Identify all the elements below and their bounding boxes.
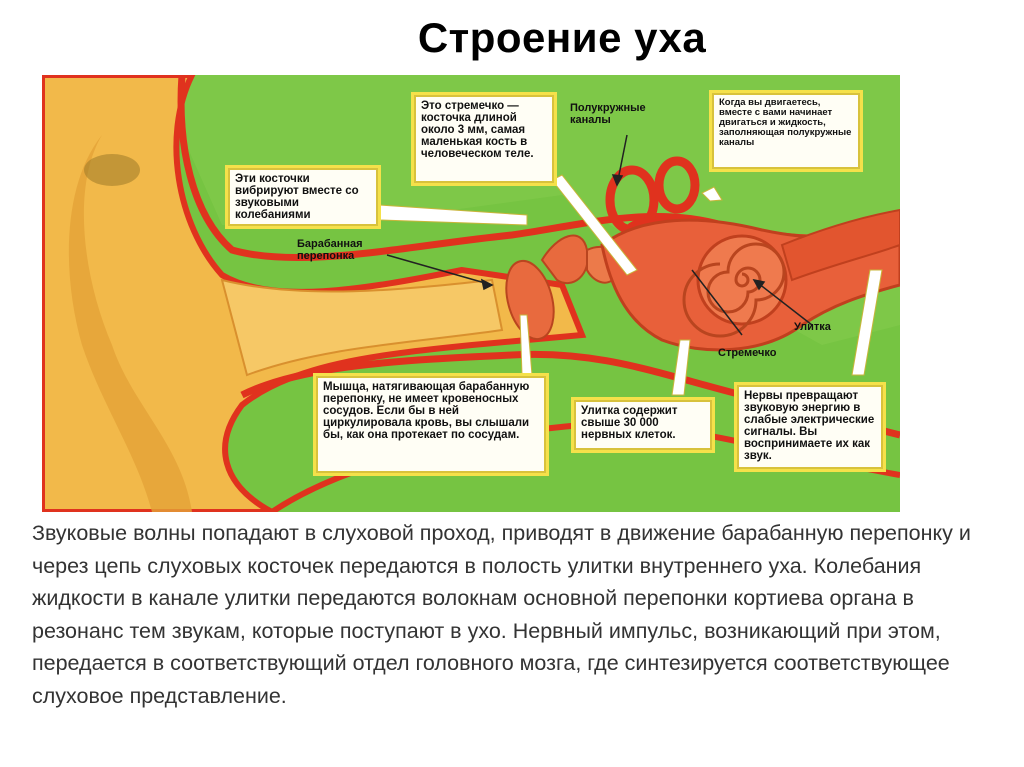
nerves-note-text: Нервы превращают звуковую энергию в слабые электрические сигналы. Вы воспринимаете их как звук. [744,390,875,463]
ear-anatomy-diagram [42,75,900,512]
balance-note-callout [712,93,860,169]
description-paragraph: Звуковые волны попадают в слуховой проход, приводят в движение барабанную перепонку и через цепь слуховых косточек передаются в полость улитки внутреннего уха. Колебания жидкости в канале улитки передаются волокнам основной перепонки кортиева органа в резонанс тем звукам, которые поступают в ухо. Нервный импульс, возникающий при этом, передается в соответствующий отдел головного мозга, где синтезируется соответствующее слуховое представление. [32,521,971,708]
semicircular-canals-label: Полукружные каналы [570,102,646,127]
cochlea-label: Улитка [794,321,831,333]
stapes-note-text: Это стремечко — косточка длиной около 3 мм, самая маленькая кость в человеческом теле. [421,100,534,161]
nerves-note-callout [737,385,883,469]
slide-title: Строение уха [417,14,707,61]
ossicles-note-callout [228,168,378,226]
cochlea-note-callout [574,400,712,450]
eardrum-label: Барабанная перепонка [297,238,363,263]
balance-note-text: Когда вы двигаетесь, вместе с вами начинает двигаться и жидкость, заполняющая полукружные каналы [719,97,852,148]
concha-shadow [84,154,140,186]
muscle-note-text: Мышца, натягивающая барабанную перепонку, не имеет кровеносных сосудов. Если бы в ней циркулировала кровь, вы слышали бы, как она протекает по сосудам. [323,381,530,442]
muscle-note-callout [316,376,546,473]
stapes-note-callout [414,95,554,183]
stapes-label: Стремечко [718,347,777,359]
cochlea-note-text: Улитка содержит свыше 30 000 нервных клеток. [581,405,678,442]
ossicles-note-text: Эти косточки вибрируют вместе со звуковыми колебаниями [235,173,359,222]
